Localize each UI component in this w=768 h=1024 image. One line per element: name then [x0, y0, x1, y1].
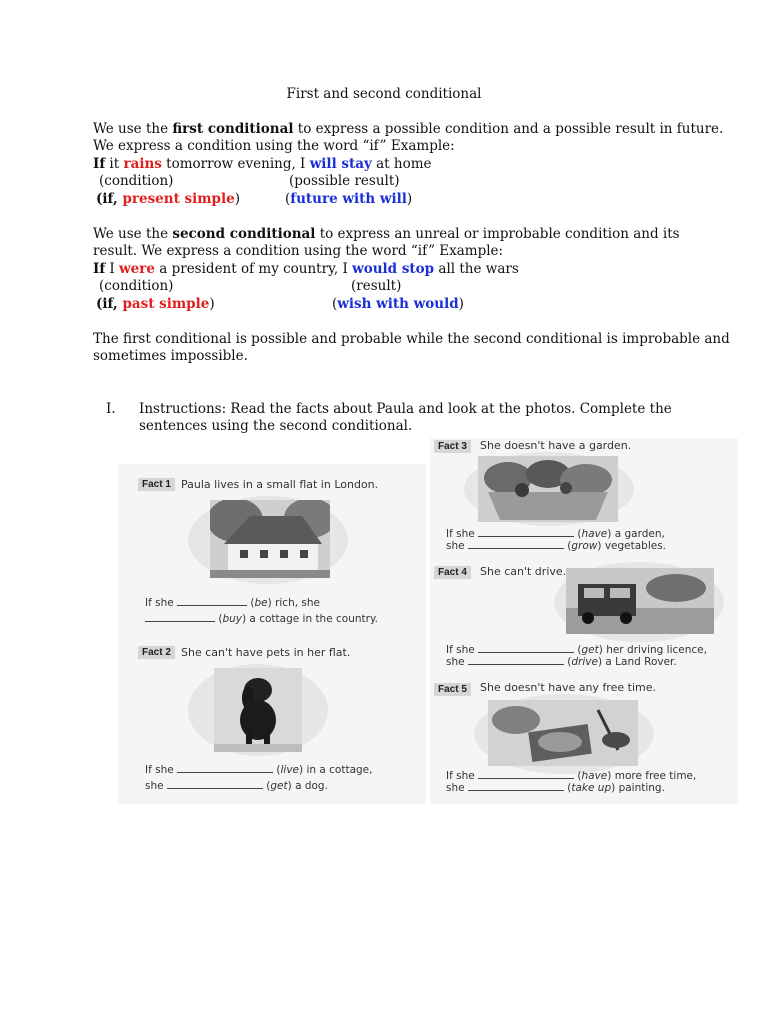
land-rover-photo — [566, 568, 714, 634]
first-condition-label: (condition) — [99, 173, 174, 189]
answer-blank[interactable] — [145, 612, 215, 622]
cottage-photo — [210, 500, 330, 578]
instructions-numeral: I. — [106, 401, 116, 417]
fact-text: She can't drive. — [480, 565, 567, 578]
painting-photo — [488, 700, 638, 766]
fact-text: Paula lives in a small flat in London. — [181, 478, 379, 491]
answer-blank[interactable] — [468, 781, 564, 791]
fact-4-sentence-line2: she (drive) a Land Rover. — [446, 656, 677, 668]
first-conditional-line2: We express a condition using the word “if” Example: — [93, 138, 455, 154]
fact-2-sentence-line1: If she (live) in a cottage, — [145, 764, 373, 776]
first-result-label: (possible result) — [289, 173, 400, 189]
instructions-line2: sentences using the second conditional. — [139, 418, 413, 434]
dog-photo — [214, 668, 302, 752]
fact-label: Fact 2 — [138, 646, 175, 659]
first-form-condition: (if, present simple) — [96, 191, 240, 207]
fact-1-sentence-line2: (buy) a cottage in the country. — [145, 612, 378, 625]
second-result-label: (result) — [351, 278, 402, 294]
first-conditional-example: If it rains tomorrow evening, I will stay at home — [93, 156, 432, 172]
fact-text: She can't have pets in her flat. — [181, 646, 351, 659]
answer-blank[interactable] — [177, 763, 273, 773]
answer-blank[interactable] — [468, 539, 564, 549]
second-conditional-intro: We use the second conditional to express an unreal or improbable condition and its — [93, 226, 680, 242]
fact-text: She doesn't have any free time. — [480, 681, 656, 694]
fact-1-sentence-line1: If she (be) rich, she — [145, 597, 320, 609]
fact-3-sentence-line2: she (grow) vegetables. — [446, 540, 667, 552]
fact-label: Fact 5 — [434, 683, 471, 696]
page-title: First and second conditional — [286, 86, 482, 102]
fact-text: She doesn't have a garden. — [480, 439, 632, 452]
second-conditional-line2: result. We express a condition using the word “if” Example: — [93, 243, 504, 259]
answer-blank[interactable] — [167, 779, 263, 789]
fact-3-sentence-line1: If she (have) a garden, — [446, 528, 665, 540]
answer-blank[interactable] — [468, 655, 564, 665]
answer-blank[interactable] — [478, 643, 574, 653]
answer-blank[interactable] — [177, 596, 247, 606]
second-condition-label: (condition) — [99, 278, 174, 294]
answer-blank[interactable] — [478, 527, 574, 537]
exercise-worksheet — [118, 438, 738, 808]
fact-4-sentence-line1: If she (get) her driving licence, — [446, 644, 707, 656]
fact-2-sentence-line2: she (get) a dog. — [145, 780, 328, 792]
first-form-result: (future with will) — [285, 191, 413, 207]
instructions-line1: Instructions: Read the facts about Paula and look at the photos. Complete the — [139, 401, 672, 417]
second-conditional-example: If I were a president of my country, I would stop all the wars — [93, 261, 519, 277]
fact-label: Fact 4 — [434, 566, 471, 579]
fact-5-sentence-line2: she (take up) painting. — [446, 782, 665, 794]
fact-label: Fact 3 — [434, 440, 471, 453]
vegetables-photo — [478, 456, 618, 522]
second-form-condition: (if, past simple) — [96, 296, 215, 312]
first-conditional-intro: We use the first conditional to express a possible condition and a possible result in future. — [93, 121, 724, 137]
answer-blank[interactable] — [478, 769, 574, 779]
summary-line2: sometimes impossible. — [93, 348, 248, 364]
summary-line1: The first conditional is possible and probable while the second conditional is improbable and — [93, 331, 730, 347]
fact-5-sentence-line1: If she (have) more free time, — [446, 770, 697, 782]
fact-label: Fact 1 — [138, 478, 175, 491]
second-form-result: (wish with would) — [332, 296, 464, 312]
